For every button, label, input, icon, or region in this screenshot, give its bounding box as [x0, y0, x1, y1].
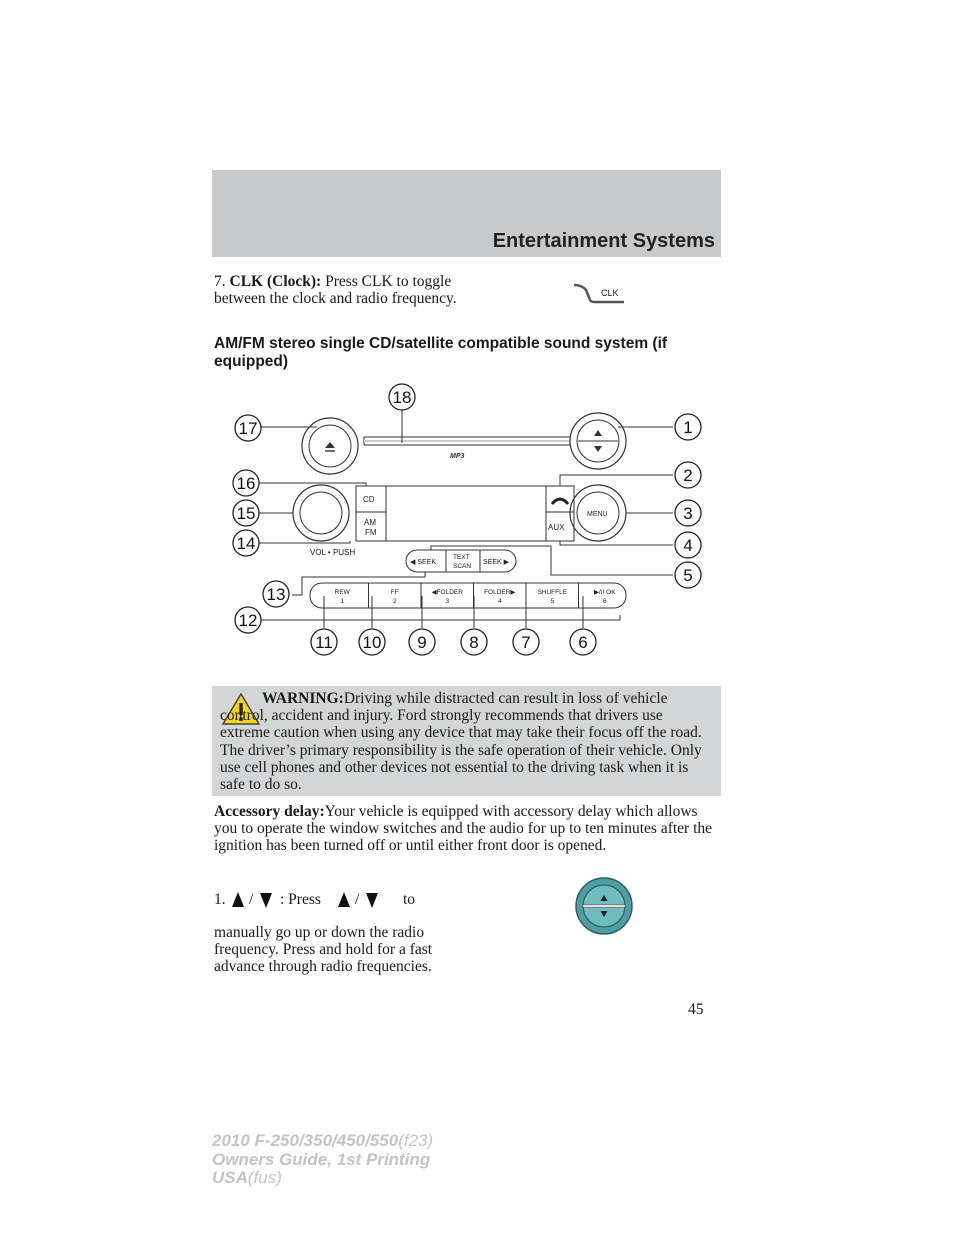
up-arrow-icon — [231, 891, 245, 909]
volume-knob — [293, 485, 349, 541]
am-label: AM — [364, 518, 376, 527]
callout-14: 14 — [236, 534, 256, 553]
clk-number: 7. — [214, 273, 230, 290]
preset-3-number: 3 — [445, 598, 450, 605]
menu-label: MENU — [587, 511, 608, 518]
footer-printing: Owners Guide, 1st Printing — [212, 1149, 431, 1169]
callout-3: 3 — [683, 504, 693, 523]
accessory-delay-term: Accessory delay: — [214, 803, 325, 820]
callout-8: 8 — [469, 633, 479, 652]
up-arrow-icon — [594, 430, 602, 436]
preset-2-number: 2 — [392, 598, 397, 605]
callout-7: 7 — [521, 633, 531, 652]
seek-knob-icon — [574, 876, 634, 936]
step1-press: : Press — [280, 891, 321, 908]
seek-left-label: ◀ SEEK — [410, 559, 437, 566]
preset-4-name: FOLDER▶ — [484, 589, 516, 596]
callout-6: 6 — [578, 633, 588, 652]
page-number: 45 — [688, 1001, 704, 1018]
clk-icon-label: CLK — [601, 288, 619, 298]
callout-1: 1 — [683, 418, 693, 437]
section-title: Entertainment Systems — [492, 230, 715, 252]
clk-button-icon — [572, 282, 624, 304]
callout-15: 15 — [236, 504, 256, 523]
display-screen — [386, 486, 546, 541]
accessory-delay-paragraph — [214, 803, 719, 854]
step1-slash: / — [355, 891, 360, 908]
step1-slash: / — [249, 891, 254, 908]
callout-9: 9 — [417, 633, 427, 652]
step1-line — [214, 891, 454, 911]
cd-label: CD — [363, 495, 375, 504]
aux-label: AUX — [548, 523, 565, 532]
footer-market: USA — [212, 1168, 248, 1187]
step1-number: 1. — [214, 891, 226, 908]
clk-term: CLK (Clock): — [229, 273, 322, 290]
preset-5-number: 5 — [550, 598, 555, 605]
callout-5: 5 — [683, 566, 693, 585]
fm-label: FM — [365, 528, 377, 537]
sound-system-subheading: AM/FM stereo single CD/satellite compatible sound system (if equipped) — [214, 335, 668, 370]
eject-icon — [325, 442, 335, 448]
callout-17: 17 — [238, 419, 258, 438]
callout-12: 12 — [238, 611, 258, 630]
callout-2: 2 — [683, 466, 693, 485]
preset-6-name: ▶/II OK — [593, 589, 616, 596]
down-arrow-icon — [594, 446, 602, 452]
callout-4: 4 — [683, 536, 693, 555]
preset-1-number: 1 — [340, 598, 345, 605]
callout-13: 13 — [266, 585, 286, 604]
preset-4-number: 4 — [497, 598, 502, 605]
callout-10: 10 — [362, 633, 382, 652]
footer — [212, 1132, 433, 1188]
preset-6-number: 6 — [602, 598, 607, 605]
text-label: TEXT — [453, 554, 470, 561]
warning-label: WARNING: — [262, 690, 344, 707]
preset-3-name: ◀FOLDER — [431, 589, 463, 596]
preset-1-name: REW — [334, 589, 350, 596]
clk-text: Press CLK to toggle between the clock and radio frequency. — [214, 273, 457, 307]
warning-paragraph — [220, 690, 712, 793]
step1-paragraph: manually go up or down the radio frequency. Press and hold for a fast advance through radio frequencies. — [214, 924, 433, 975]
footer-market-code: (fus) — [247, 1168, 282, 1187]
preset-buttons — [335, 583, 617, 608]
callout-11: 11 — [315, 633, 333, 652]
callout-16: 16 — [236, 474, 256, 493]
step1-to: to — [403, 891, 416, 908]
phone-icon — [552, 499, 568, 504]
seek-right-label: SEEK ▶ — [483, 559, 510, 566]
vol-label: VOL • PUSH — [310, 548, 356, 557]
clk-paragraph — [214, 273, 464, 307]
warning-box — [212, 686, 721, 796]
footer-model-code: (f23) — [398, 1131, 434, 1150]
callout-18: 18 — [392, 388, 412, 407]
diagram-callouts — [233, 384, 701, 655]
up-arrow-icon — [337, 891, 351, 909]
warning-text: Driving while distracted can result in loss of vehicle control, accident and injury. Ford strongly recommends that drivers use extreme caution when using any device that may take their focus off the road. The driver’s primary responsibility is the safe operation of their vehicle. Only use cell phones and other devices not essential to the driving task when it is safe to do so. — [220, 690, 702, 794]
footer-model: 2010 F-250/350/450/550 — [212, 1131, 399, 1150]
radio-diagram — [220, 380, 720, 670]
section-header-band — [212, 170, 721, 257]
accessory-delay-text: Your vehicle is equipped with accessory delay which allows you to operate the window switches and the audio for up to ten minutes after the ignition has been turned off or until either front door is opened. — [214, 803, 713, 854]
down-arrow-icon — [259, 891, 273, 909]
mp3-logo: MP3 — [450, 453, 465, 460]
down-arrow-icon — [365, 891, 379, 909]
scan-label: SCAN — [453, 563, 472, 570]
preset-2-name: FF — [390, 589, 399, 596]
preset-5-name: SHUFFLE — [537, 589, 568, 596]
